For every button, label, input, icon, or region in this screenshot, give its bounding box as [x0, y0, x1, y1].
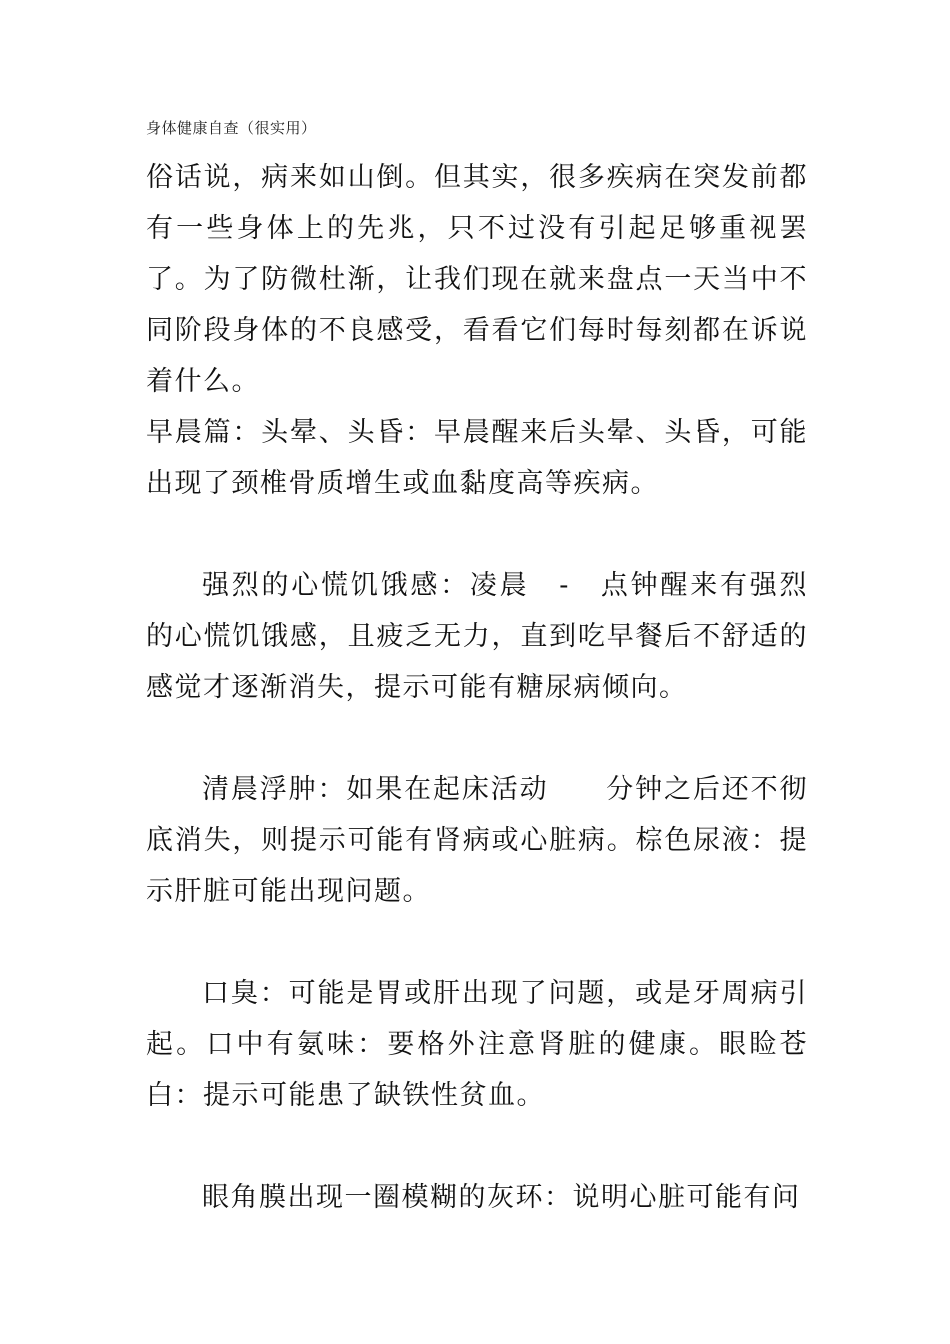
paragraph-spacer	[146, 1121, 808, 1172]
page-header-title: 身体健康自查（很实用）	[146, 119, 317, 137]
paragraph-cornea: 眼角膜出现一圈模糊的灰环：说明心脏可能有问	[202, 1182, 801, 1213]
paragraph-spacer	[146, 713, 808, 764]
paragraph-intro: 俗话说，病来如山倒。但其实，很多疾病在突发前都有一些身体上的先兆，只不过没有引起足够重视罢了。为了防微杜渐，让我们现在就来盘点一天当中不同阶段身体的不良感受，看看它们每时每刻都在诉说着什么。	[146, 162, 808, 397]
paragraph-edema: 清晨浮肿：如果在起床活动 分钟之后还不彻底消失，则提示可能有肾病或心脏病。棕色尿液：提示肝脏可能出现问题。	[146, 774, 808, 907]
paragraph-breath: 口臭：可能是胃或肝出现了问题，或是牙周病引起。口中有氨味：要格外注意肾脏的健康。眼睑苍白：提示可能患了缺铁性贫血。	[146, 978, 808, 1111]
paragraph-spacer	[146, 509, 808, 560]
document-body	[146, 152, 808, 1223]
paragraph-spacer	[146, 917, 808, 968]
paragraph-morning: 早晨篇：头晕、头昏：早晨醒来后头晕、头昏，可能出现了颈椎骨质增生或血黏度高等疾病。	[146, 417, 808, 499]
paragraph-hunger: 强烈的心慌饥饿感：凌晨 - 点钟醒来有强烈的心慌饥饿感，且疲乏无力，直到吃早餐后不舒适的感觉才逐渐消失，提示可能有糖尿病倾向。	[146, 570, 808, 703]
